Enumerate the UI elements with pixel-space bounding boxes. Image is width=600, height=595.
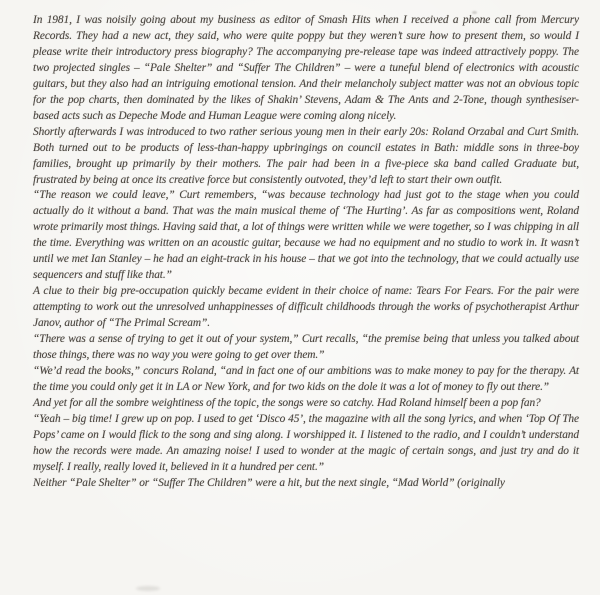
paragraph-roland-quote: “Yeah – big time! I grew up on pop. I used to get ‘Disco 45’, the magazine with all the song lyrics, and when ‘Top Of The Pops’ came on I would flick to the song and sing along. I worshipped it. I listened to the radio, and I couldn’t understand how the records were made. An amazing noise! I used to wonder at the magic of certain songs, and just try and do it myself. I really, really loved it, believed in it a hundred per cent.” (33, 412, 579, 473)
paragraph-band-origins: Shortly afterwards I was introduced to two rather serious young men in their early 20s: Roland Orzabal and Curt Smith. Both turned out to be products of less-than-happy upbringings on council estates in Bath: middle sons in three-boy families, brought up primarily by their mothers. The pair had been in a five-piece ska band called Graduate but, frustrated by being at once its creative force but consistently outvoted, they’d left to start their own outfit. (33, 125, 579, 186)
paragraph-intro: In 1981, I was noisily going about my business as editor of Smash Hits when I received a phone call from Mercury Records. They had a new act, they said, who were quite poppy but they weren’t sure how to present them, so would I please write their introductory press biography? The accompanying pre-release tape was indeed attractively poppy. The two projected singles – “Pale Shelter” and “Suffer The Children” – were a tuneful blend of electronics with acoustic guitars, but they also had an intriguing emotional tension. And their melancholy subject matter was not an obvious topic for the pop charts, then dominated by the likes of Shakin’ Stevens, Adam & The Ants and 2-Tone, though synthesiser-based acts such as Depeche Mode and Human League were coming along nicely. (33, 14, 579, 122)
scan-smudge (136, 586, 160, 591)
paragraph-curt-quote: “The reason we could leave,” Curt remembers, “was because technology had just got to the stage when you could actually do it without a band. That was the main musical theme of ‘The Hurting’. As far as compositions went, Roland wrote primarily most things. Having said that, a lot of things were written while we were together, so I was chipping in all the time. Everything was written on an acoustic guitar, because we had no equipment and no studio to work in. It wasn’t until we met Ian Stanley – he had an eight-track in his house – that we got into the technology, that we could actually use sequencers and stuff like that.” (33, 189, 579, 282)
paragraph-roland-concurs: “We’d read the books,” concurs Roland, “and in fact one of our ambitions was to make money to pay for the therapy. At the time you could only get it in LA or New York, and for two kids on the dole it was a lot of money to fly out there.” (33, 364, 579, 393)
article-body (33, 13, 579, 492)
paragraph-curt-recalls: “There was a sense of trying to get it out of your system,” Curt recalls, “the premise being that unless you talked about those things, there was no way you were going to get over them.” (33, 333, 579, 362)
paragraph-singles: Neither “Pale Shelter” or “Suffer The Children” were a hit, but the next single, “Mad World” (originally (33, 476, 505, 489)
paragraph-name-origin: A clue to their big pre-occupation quickly became evident in their choice of name: Tears For Fears. For the pair were attempting to work out the unresolved unhappinesses of difficult childhoods through the works of psychotherapist Arthur Janov, author of “The Primal Scream”. (33, 285, 579, 330)
paragraph-question: And yet for all the sombre weightiness of the topic, the songs were so catchy. Had Roland himself been a pop fan? (33, 396, 541, 409)
